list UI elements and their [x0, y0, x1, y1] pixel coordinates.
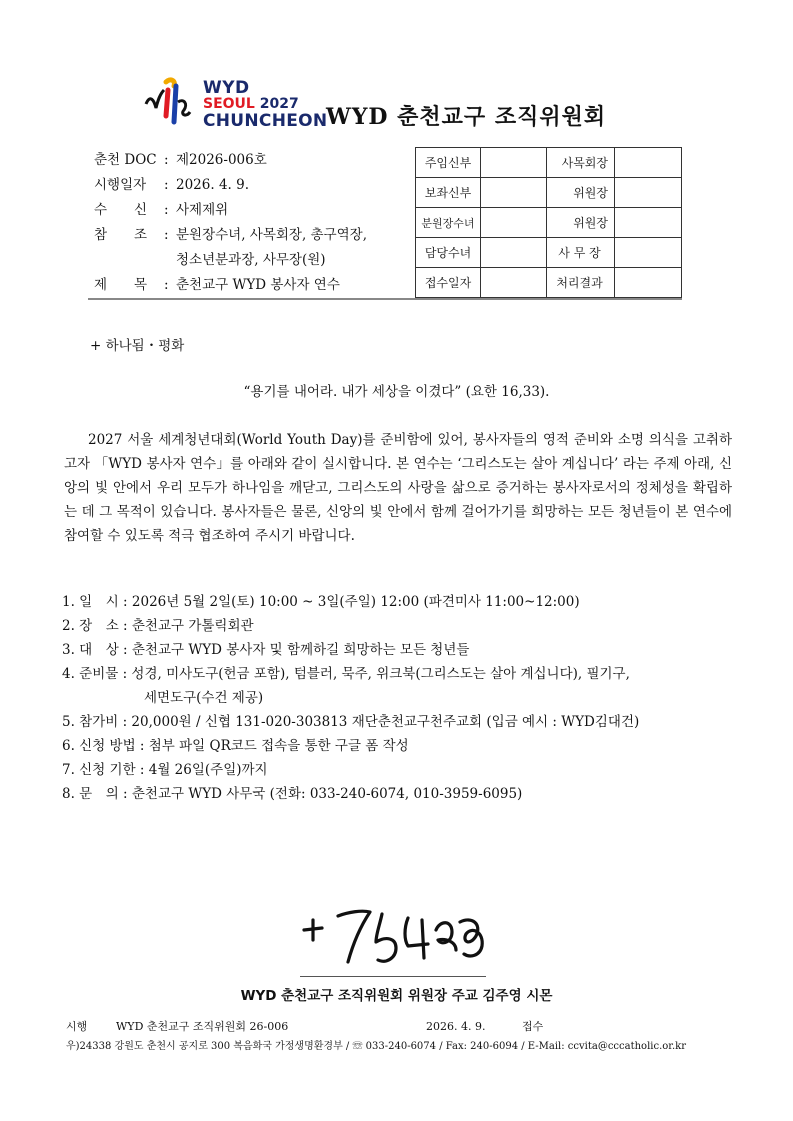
detail-list [62, 590, 639, 806]
issue-label: 시행 [66, 1020, 88, 1033]
table-row: 담당수녀 사 무 장 [416, 238, 682, 268]
scripture-quote: “용기를 내어라. 내가 세상을 이겼다” (요한 16,33). [243, 384, 550, 400]
subject: 춘천교구 WYD 봉사자 연수 [176, 277, 340, 293]
footer-issue-line [66, 1018, 543, 1034]
cc-label: 참 조 [94, 227, 148, 243]
receive-label: 접수 [522, 1020, 544, 1033]
signature-line [300, 976, 486, 977]
date-label: 시행일자 [94, 177, 147, 193]
list-item: 8. 문 의 : 춘천교구 WYD 사무국 (전화: 033-240-6074, 010-3959-6095) [62, 786, 523, 802]
list-item: 6. 신청 방법 : 첨부 파일 QR코드 접속을 통한 구글 폼 작성 [62, 738, 409, 754]
cc-line-2: 청소년분과장, 사무장(원) [176, 252, 326, 268]
list-item: 세면도구(수건 제공) [144, 690, 264, 706]
to-label: 수 신 [94, 202, 148, 218]
issue-number: WYD 춘천교구 조직위원회 26-006 [116, 1020, 289, 1033]
doc-date: 2026. 4. 9. [176, 177, 249, 193]
recipient: 사제제위 [176, 202, 229, 218]
logo-city-text: CHUNCHEON [203, 111, 328, 131]
table-row: 보좌신부 위원장 [416, 178, 682, 208]
handwritten-signature [296, 898, 496, 974]
footer-address: 우)24338 강원도 춘천시 공지로 300 복음화국 가정생명환경부 / ☏ 033-240-6074 / Fax: 240-6094 / E-Mail: ccvita@cccatholic.or.kr [66, 1041, 686, 1052]
list-item: 3. 대 상 : 춘천교구 WYD 봉사자 및 함께하길 희망하는 모든 청년들 [62, 642, 470, 658]
doc-info: 춘천 DOC : 제2026-006호 시행일자 : 2026. 4. 9. 수 신 : 사제제위 참 조 : 분원장수녀, 사목회장, 총구역장, 청소년분과장, 사무장(원) 제 목 : 춘천교구 WYD 봉사자 연수 [94, 148, 367, 298]
table-row: 주임신부 사목회장 [416, 148, 682, 178]
doc-no-label: 춘천 DOC [94, 152, 157, 168]
logo-seoul-text: SEOUL 2027 [203, 96, 299, 112]
list-item: 1. 일 시 : 2026년 5월 2일(토) 10:00 ~ 3일(주일) 12:00 (파견미사 11:00~12:00) [62, 594, 580, 610]
list-item: 5. 참가비 : 20,000원 / 신협 131-020-303813 재단춘천교구천주교회 (입금 예시 : WYD김대건) [62, 714, 640, 730]
body-paragraph: 2027 서울 세계청년대회(World Youth Day)를 준비함에 있어, 봉사자들의 영적 준비와 소명 의식을 고취하고자 「WYD 봉사자 연수」를 아래와 같이 실시합니다. 본 연수는 ‘그리스도는 살아 계십니다’ 라는 주제 아래, 신앙의 빛 안에서 우리 모두가 하나임을 깨닫고, 그리스도의 사랑을 삶으로 증거하는 봉사자로서의 정체성을 확립하는 데 그 목적이 있습니다. 봉사자들은 물론, 신앙의 빛 안에서 함께 걸어가기를 희망하는 모든 청년들이 본 연수에 참여할 수 있도록 적극 협조하여 주시기 바랍니다. [64, 432, 732, 544]
list-item: 4. 준비물 : 성경, 미사도구(헌금 포함), 텀블러, 묵주, 위크북(그리스도는 살아 계십니다), 필기구, [62, 666, 630, 682]
table-row: 분원장수녀 위원장 [416, 208, 682, 238]
header-divider [88, 298, 682, 300]
signer-name: WYD 춘천교구 조직위원회 위원장 주교 김주영 시몬 [240, 988, 553, 1004]
logo-wyd-text: WYD [203, 78, 250, 98]
org-title: WYD 춘천교구 조직위원회 [326, 104, 607, 130]
greeting: + 하나됨・평화 [90, 338, 185, 354]
list-item: 2. 장 소 : 춘천교구 가톨릭회관 [62, 618, 254, 634]
table-row: 접수일자 처리결과 [416, 268, 682, 298]
issue-date: 2026. 4. 9. [426, 1020, 486, 1033]
approval-table [415, 147, 682, 298]
subject-label: 제 목 [94, 277, 148, 293]
list-item: 7. 신청 기한 : 4월 26일(주일)까지 [62, 762, 268, 778]
cc-line-1: 분원장수녀, 사목회장, 총구역장, [176, 227, 367, 243]
doc-no: 제2026-006호 [176, 152, 267, 168]
